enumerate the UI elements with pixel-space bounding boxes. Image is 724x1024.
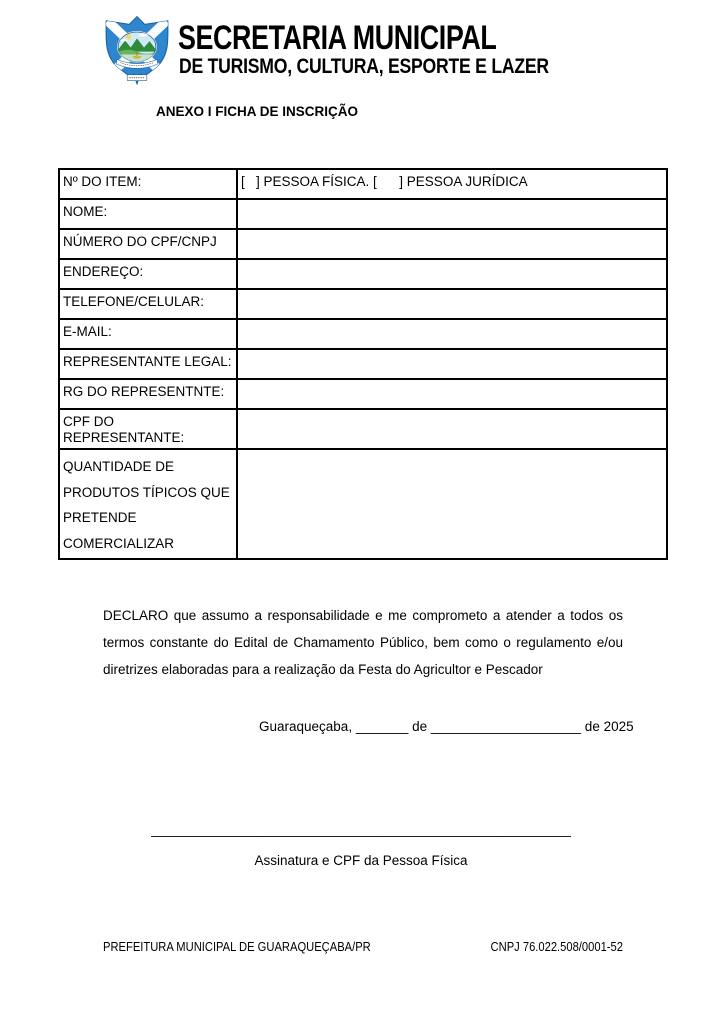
table-row-cpf-cnpj <box>59 229 667 259</box>
table-row-name <box>59 199 667 229</box>
field-value-cell <box>237 259 667 289</box>
field-value-cell: [ ] PESSOA FÍSICA. [ ] PESSOA JURÍDICA <box>237 169 667 199</box>
field-value-cell <box>237 199 667 229</box>
page-footer <box>103 939 623 954</box>
signature-caption: Assinatura e CPF da Pessoa Física <box>254 853 468 868</box>
municipal-crest-icon <box>102 13 172 91</box>
field-value-cell <box>237 379 667 409</box>
declaration-line: diretrizes elaboradas para a realização da Festa do Agricultor e Pescador <box>103 662 543 677</box>
field-label: CPF DO REPRESENTANTE: <box>59 409 237 449</box>
field-value-cell <box>237 349 667 379</box>
field-label: TELEFONE/CELULAR: <box>59 289 237 319</box>
table-row-phone <box>59 289 667 319</box>
field-value-cell <box>237 229 667 259</box>
field-label: Nº DO ITEM: <box>59 169 237 199</box>
signature-line: ________________________________________________________ <box>151 822 571 837</box>
table-row-representative-cpf <box>59 409 667 449</box>
declaration-line: DECLARO que assumo a responsabilidade e me comprometo a atender a todos os <box>103 608 623 623</box>
declaration-line: termos constante do Edital de Chamamento Público, bem como o regulamento e/ou <box>103 635 623 650</box>
field-label: QUANTIDADE DE PRODUTOS TÍPICOS QUE PRETENDE COMERCIALIZAR <box>59 449 237 559</box>
field-label: NÚMERO DO CPF/CNPJ <box>59 229 237 259</box>
header-title-line2: DE TURISMO, CULTURA, ESPORTE E LAZER <box>179 54 549 78</box>
footer-cnpj: CNPJ 76.022.508/0001-52 <box>490 939 623 954</box>
header-title-line1: SECRETARIA MUNICIPAL <box>178 19 497 57</box>
field-label: E-MAIL: <box>59 319 237 349</box>
field-label: NOME: <box>59 199 237 229</box>
field-label: ENDEREÇO: <box>59 259 237 289</box>
document-heading: ANEXO I FICHA DE INSCRIÇÃO <box>156 104 359 119</box>
field-value-cell <box>237 449 667 559</box>
field-value-cell <box>237 319 667 349</box>
field-label: REPRESENTANTE LEGAL: <box>59 349 237 379</box>
table-row-item-number <box>59 169 667 199</box>
table-row-legal-representative <box>59 349 667 379</box>
declaration-paragraph <box>103 602 623 683</box>
field-value-cell <box>237 409 667 449</box>
table-row-email <box>59 319 667 349</box>
date-line: Guaraqueçaba, _______ de ____________________ de 2025 <box>259 719 634 734</box>
field-label: RG DO REPRESENTNTE: <box>59 379 237 409</box>
footer-municipality: PREFEITURA MUNICIPAL DE GUARAQUEÇABA/PR <box>103 939 371 954</box>
table-row-address <box>59 259 667 289</box>
field-value-cell <box>237 289 667 319</box>
table-row-representative-rg <box>59 379 667 409</box>
table-row-product-quantity <box>59 449 667 559</box>
form-table <box>58 168 668 560</box>
